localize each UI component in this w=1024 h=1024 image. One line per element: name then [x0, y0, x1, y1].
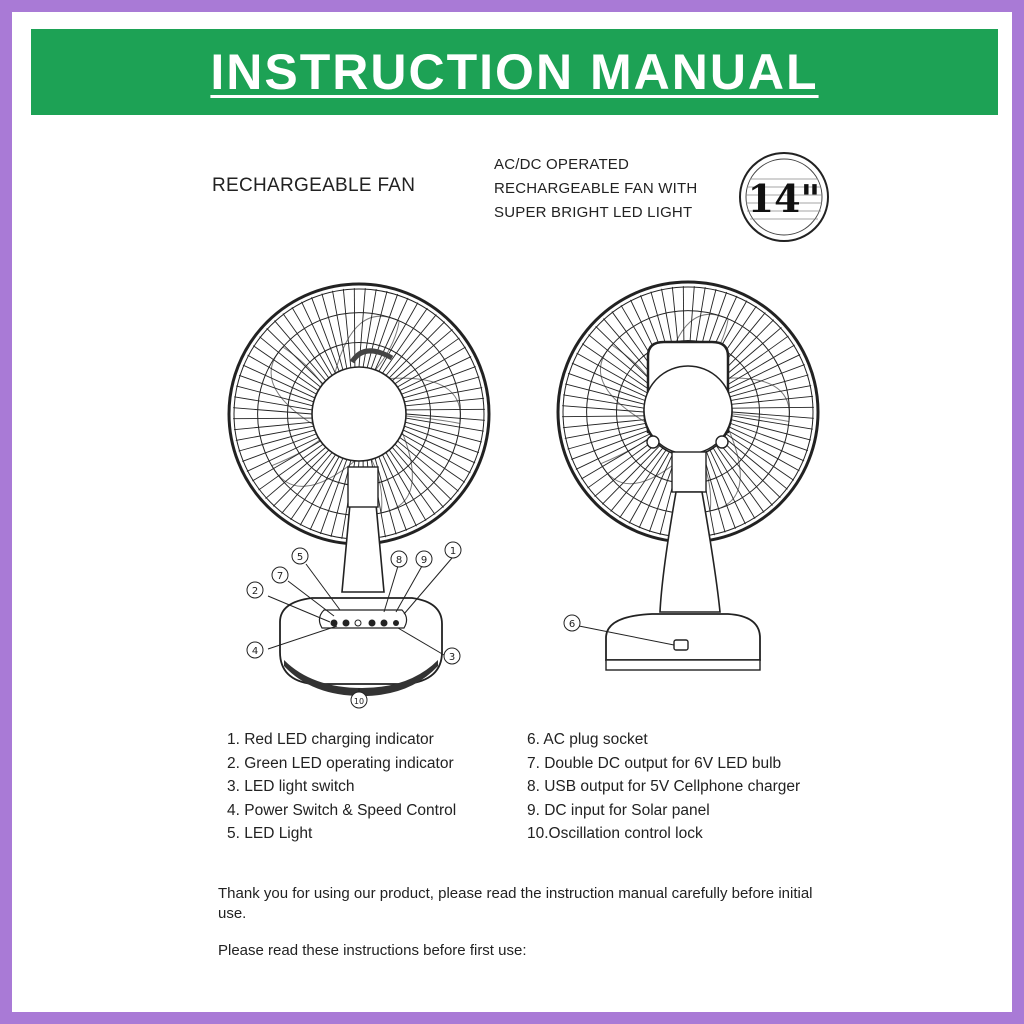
tagline-line: AC/DC OPERATED: [494, 156, 630, 173]
parts-list-right: [527, 728, 800, 846]
back-fan: [558, 282, 818, 670]
instructions-note: Please read these instructions before first use:: [218, 942, 527, 959]
callout-2: 2: [251, 586, 259, 597]
callout-3: 3: [448, 652, 456, 663]
callout-4: 4: [251, 646, 259, 657]
intro-text: Thank you for using our product, please read the instruction manual carefully before initial use.: [218, 885, 813, 922]
parts-item: 7. Double DC output for 6V LED bulb: [527, 754, 782, 772]
tagline-line: RECHARGEABLE FAN WITH: [494, 180, 698, 197]
size-badge-text: 14": [747, 176, 821, 221]
manual-page: [12, 12, 1012, 1012]
callout-6: 6: [568, 619, 576, 630]
parts-item: 9. DC input for Solar panel: [527, 801, 710, 819]
callout-10: 10: [353, 697, 365, 706]
parts-item: 5. LED Light: [227, 825, 313, 842]
callout-5: 5: [296, 552, 304, 563]
callout-9: 9: [420, 555, 428, 566]
parts-item: 2. Green LED operating indicator: [227, 754, 454, 772]
page-title: INSTRUCTION MANUAL: [210, 44, 819, 100]
parts-item: 4. Power Switch & Speed Control: [227, 801, 457, 819]
callout-1: 1: [449, 546, 457, 557]
parts-item: 1. Red LED charging indicator: [227, 731, 434, 748]
tagline-line: SUPER BRIGHT LED LIGHT: [494, 204, 693, 221]
callout-8: 8: [395, 555, 403, 566]
fan-illustration: [12, 12, 1012, 732]
parts-item: 6. AC plug socket: [527, 731, 648, 748]
callout-7: 7: [276, 571, 284, 582]
parts-item: 10.Oscillation control lock: [527, 825, 703, 842]
parts-item: 3. LED light switch: [227, 778, 355, 795]
front-fan: [229, 284, 489, 708]
product-name: RECHARGEABLE FAN: [212, 175, 416, 196]
parts-item: 8. USB output for 5V Cellphone charger: [527, 778, 801, 795]
parts-list-left: [227, 728, 456, 846]
